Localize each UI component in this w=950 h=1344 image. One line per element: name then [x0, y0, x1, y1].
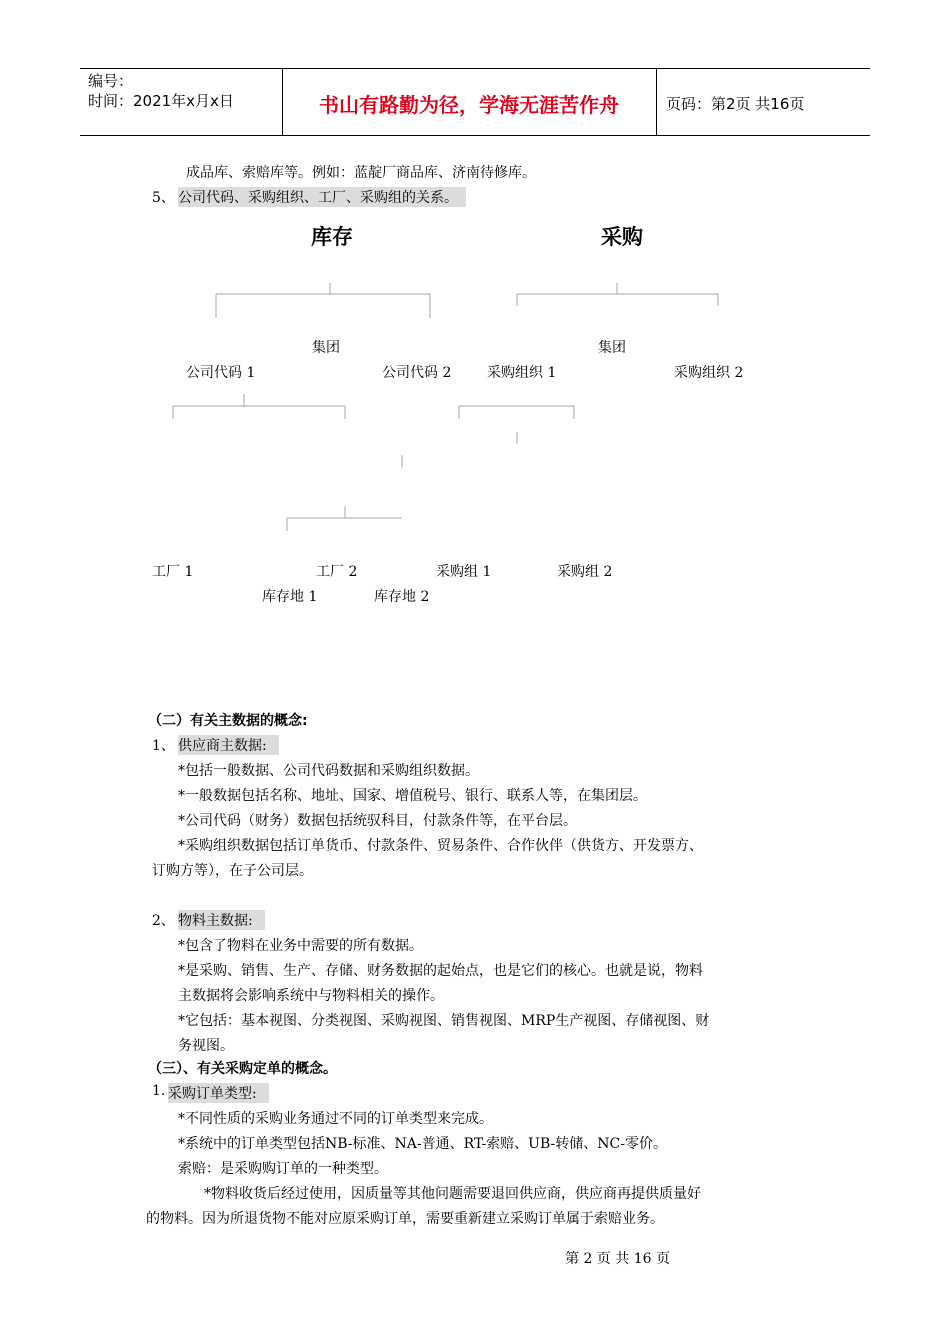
s3-line2: *系统中的订单类型包括NB-标准、NA-普通、RT-索赔、UB-转储、NC-零价。: [178, 1136, 667, 1152]
s3-line4a: *物料收货后经过使用，因质量等其他问题需要退回供应商，供应商再提供质量好: [204, 1186, 701, 1202]
s3-line4b: 的物料。因为所退货物不能对应原采购订单，需要重新建立采购订单属于索赔业务。: [146, 1211, 664, 1227]
section2-heading: （二）有关主数据的概念:: [148, 713, 308, 729]
s2-item1-number: 1、: [152, 738, 175, 754]
node-storage-location-1: 库存地 1: [262, 589, 318, 605]
doc-date: 时间：2021年x月x日: [88, 92, 234, 110]
s2-item2-number: 2、: [152, 913, 175, 929]
diagram-title-purchasing: 采购: [601, 225, 643, 249]
s2-item1-line4a: *采购组织数据包括订单货币、付款条件、贸易条件、合作伙伴（供货方、开发票方、: [178, 838, 703, 854]
node-storage-location-2: 库存地 2: [374, 589, 430, 605]
node-purchase-org-1: 采购组织 1: [487, 365, 557, 381]
s2-item2-title: 物料主数据:: [178, 910, 265, 930]
s2-item1-line4b: 订购方等），在子公司层。: [152, 863, 313, 879]
node-purchase-org-2: 采购组织 2: [674, 365, 744, 381]
s2-item2-line1: *包含了物料在业务中需要的所有数据。: [178, 938, 423, 954]
s2-item1-line2: *一般数据包括名称、地址、国家、增值税号、银行、联系人等，在集团层。: [178, 788, 647, 804]
node-purchase-group-2: 采购组 2: [557, 564, 613, 580]
node-plant-1: 工厂 1: [152, 564, 194, 580]
diagram-title-inventory: 库存: [311, 225, 353, 249]
s2-item2-line2a: *是采购、销售、生产、存储、财务数据的起始点，也是它们的核心。也就是说，物料: [178, 963, 703, 979]
s3-item1-number: 1.: [152, 1083, 166, 1099]
node-group-left: 集团: [312, 340, 340, 356]
org-diagram-lines: [0, 0, 950, 640]
item5-text: 公司代码、采购组织、工厂、采购组的关系。: [178, 187, 466, 207]
s3-line3: 索赔：是采购购订单的一种类型。: [178, 1161, 388, 1177]
node-purchase-group-1: 采购组 1: [436, 564, 492, 580]
section3-heading: （三）、有关采购定单的概念。: [148, 1061, 337, 1077]
page-footer: 第 2 页 共 16 页: [565, 1251, 670, 1267]
s2-item1-title: 供应商主数据:: [178, 735, 279, 755]
continued-line: 成品库、索赔库等。例如：蓝靛厂商品库、济南待修库。: [186, 165, 536, 181]
node-company-code-1: 公司代码 1: [186, 365, 256, 381]
s2-item1-line3: *公司代码（财务）数据包括统驭科目，付款条件等，在平台层。: [178, 813, 577, 829]
s2-item2-line3a: *它包括：基本视图、分类视图、采购视图、销售视图、MRP生产视图、存储视图、财: [178, 1013, 710, 1029]
s3-line1: *不同性质的采购业务通过不同的订单类型来完成。: [178, 1111, 493, 1127]
node-company-code-2: 公司代码 2: [382, 365, 452, 381]
s2-item1-line1: *包括一般数据、公司代码数据和采购组织数据。: [178, 763, 479, 779]
item5-number: 5、: [152, 190, 175, 206]
node-plant-2: 工厂 2: [316, 564, 358, 580]
s2-item2-line3b: 务视图。: [178, 1038, 234, 1054]
s2-item2-line2b: 主数据将会影响系统中与物料相关的操作。: [178, 988, 444, 1004]
header-page-info: 页码：第2页 共16页: [666, 95, 805, 113]
header-motto: 书山有路勤为径，学海无涯苦作舟: [319, 93, 619, 117]
node-group-right: 集团: [598, 340, 626, 356]
doc-code-label: 编号：: [88, 72, 134, 90]
s3-item1-title: 采购订单类型:: [168, 1083, 269, 1103]
